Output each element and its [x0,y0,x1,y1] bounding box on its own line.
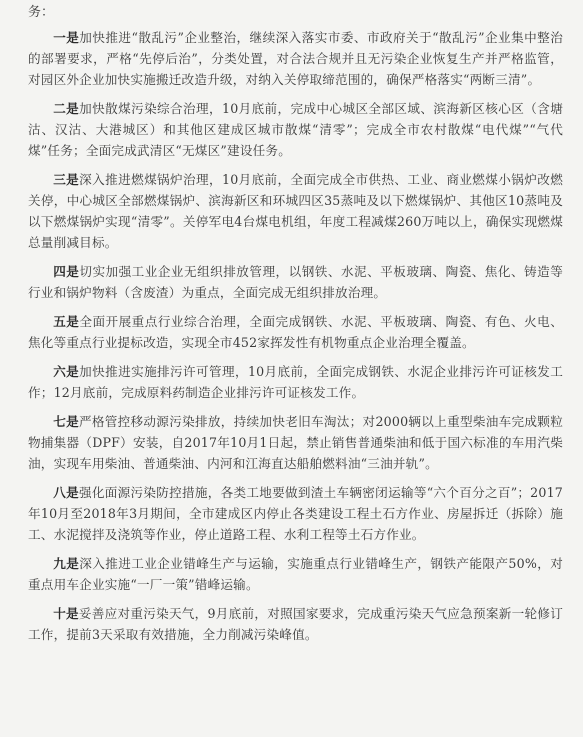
paragraph-body: 强化面源污染防控措施，各类工地要做到渣土车辆密闭运输等“六个百分之百”；2017年10月至2018年3月期间，全市建成区内停止各类建设工程土石方作业、房屋拆迁（拆除）施工、水泥搅拌及浇筑等作业，停止道路工程、水利工程等土石方作业。 [28,485,563,542]
paragraph-5 [28,311,563,353]
paragraph-body: 加快散煤污染综合治理，10月底前，完成中心城区全部区域、滨海新区核心区（含塘沽、汉沽、大港城区）和其他区建成区城市散煤“清零”；完成全市农村散煤“电代煤”“气代煤”任务；全面完成武清区“无煤区”建设任务。 [28,101,563,158]
paragraph-body: 加快推进实施排污许可管理，10月底前，全面完成钢铁、水泥企业排污许可证核发工作；12月底前，完成原料药制造企业排污许可证核发工作。 [28,364,563,400]
paragraph-1 [28,27,563,90]
paragraph-9 [28,553,563,595]
paragraph-10 [28,603,563,645]
paragraph-heading: 四是 [53,264,80,279]
paragraph-2 [28,98,563,161]
paragraph-body: 切实加强工业企业无组织排放管理，以钢铁、水泥、平板玻璃、陶瓷、焦化、铸造等行业和锅炉物料（含废渣）为重点，全面完成无组织排放治理。 [28,264,564,300]
paragraph-body: 深入推进工业企业错峰生产与运输，实施重点行业错峰生产，钢铁产能限产50%，对重点用车企业实施“一厂一策”错峰运输。 [28,556,563,592]
paragraph-heading: 十是 [53,606,79,621]
paragraph-8 [28,482,563,545]
paragraph-body: 妥善应对重污染天气，9月底前，对照国家要求，完成重污染天气应急预案新一轮修订工作，提前3天采取有效措施，全力削减污染峰值。 [28,606,563,642]
lead-text: 务： [28,5,55,20]
paragraph-heading: 五是 [53,314,80,329]
paragraph-heading: 三是 [53,172,80,187]
paragraph-7 [28,411,563,474]
paragraph-heading: 七是 [53,414,79,429]
paragraph-3 [28,169,563,253]
paragraph-body: 全面开展重点行业综合治理，全面完成钢铁、水泥、平板玻璃、陶瓷、有色、火电、焦化等重点行业提标改造，实现全市452家挥发性有机物重点企业治理全覆盖。 [28,314,564,350]
paragraph-body: 加快推进“散乱污”企业整治，继续深入落实市委、市政府关于“散乱污”企业集中整治的部署要求，严格“先停后治”，分类处置，对合法合规并且无污染企业恢复生产并严格监管，对园区外企业加快实施搬迁改造升级，对纳入关停取缔范围的，确保严格落实“两断三清”。 [28,30,563,87]
paragraph-heading: 九是 [53,556,80,571]
paragraph-heading: 二是 [53,101,80,116]
paragraph-6 [28,361,563,403]
paragraph-body: 严格管控移动源污染排放，持续加快老旧车淘汰；对2000辆以上重型柴油车完成颗粒物捕集器（DPF）安装，自2017年10月1日起，禁止销售普通柴油和低于国六标准的车用汽柴油，实现车用柴油、普通柴油、内河和江海直达船舶燃料油“三油并轨”。 [28,414,563,471]
paragraph-heading: 一是 [53,30,80,45]
paragraph-heading: 八是 [53,485,79,500]
paragraph-4 [28,261,563,303]
paragraph-body: 深入推进燃煤锅炉治理，10月底前，全面完成全市供热、工业、商业燃煤小锅炉改燃关停，中心城区全部燃煤锅炉、滨海新区和环城四区35蒸吨及以下燃煤锅炉、其他区10蒸吨及以下燃煤锅炉实现“清零”。关停军电4台煤电机组，年度工程减煤260万吨以上，确保实现燃煤总量削减目标。 [28,172,563,250]
paragraph-heading: 六是 [53,364,80,379]
